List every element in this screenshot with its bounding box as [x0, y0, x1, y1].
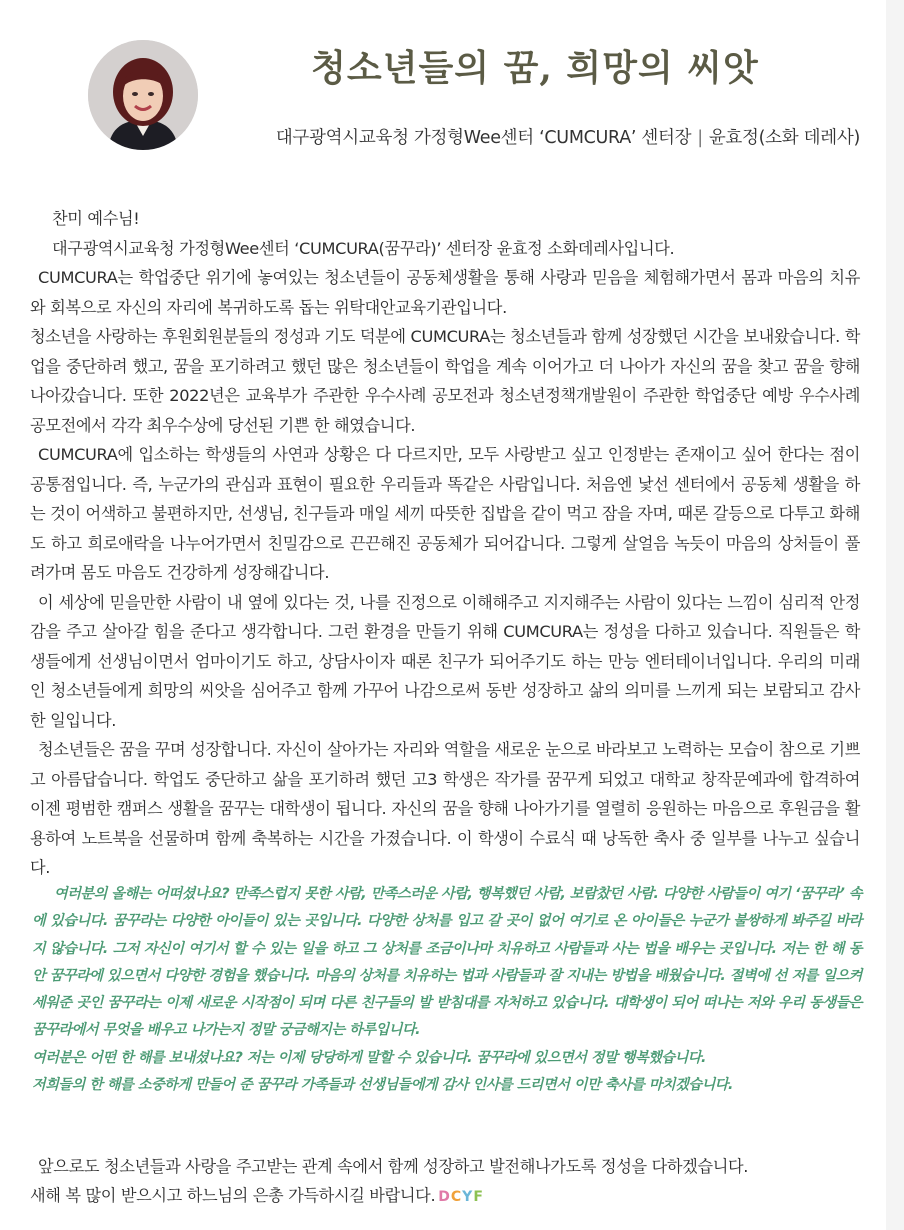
body-paragraph: 이 세상에 믿을만한 사람이 내 옆에 있다는 것, 나를 진정으로 이해해주고 지지해주는 사람이 있다는 느낌이 심리적 안정감을 주고 살아갈 힘을 준다고 생각합니다. 그런 환경을 만들기 위해 CUMCURA는 정성을 다하고 있습니다. 직원들은 학생들에게 선생님이면서 엄마이기도 하고, 상담사이자 때론 친구가 되어주기도 하는 만능 엔터테이너입니다. 우리의 미래인 청소년들에게 희망의 씨앗을 심어주고 함께 가꾸어 나감으로써 동반 성장하고 삶의 의미를 느끼게 되는 보람되고 감사한 일입니다. — [30, 592, 860, 730]
byline-separator: | — [697, 128, 703, 148]
author-name: 윤효정(소화 데레사) — [708, 128, 860, 148]
quote-paragraph: 여러분의 올해는 어떠셨나요? 만족스럽지 못한 사람, 만족스러운 사람, 행복했던 사람, 보람찼던 사람. 다양한 사람들이 여기 ‘꿈꾸라’ 속에 있습니다. 꿈꾸라는 다양한 아이들이 있는 곳입니다. 다양한 상처를 입고 갈 곳이 없어 여기로 온 아이들은 누군가 불쌍하게 봐주길 바라지 않습니다. 그저 자신이 여기서 할 수 있는 일을 하고 그 상처를 조금이나마 치유하고 사람들과 사는 법을 배우는 곳입니다. 저는 한 해 동안 꿈꾸라에 있으면서 다양한 경험을 했습니다. 마음의 상처를 치유하는 법과 사람들과 잘 지내는 방법을 배웠습니다. 절벽에 선 저를 일으켜 세워준 곳인 꿈꾸라는 이제 새로운 시작점이 되며 다른 친구들의 발 받침대를 자처하고 있습니다. 대학생이 되어 떠나는 저와 우리 동생들은 꿈꾸라에서 무엇을 배우고 나가는지 정말 궁금해지는 하루입니다. — [32, 886, 862, 1039]
body-paragraph: 청소년들은 꿈을 꾸며 성장합니다. 자신이 살아가는 자리와 역할을 새로운 눈으로 바라보고 노력하는 모습이 참으로 기쁘고 아름답습니다. 학업도 중단하고 삶을 포기하려 했던 고3 학생은 작가를 꿈꾸게 되었고 대학교 창작문예과에 합격하여 이젠 평범한 캠퍼스 생활을 꿈꾸는 대학생이 됩니다. 자신의 꿈을 향해 나아가기를 열렬히 응원하는 마음으로 후원금을 활용하여 노트북을 선물하며 함께 축복하는 시간을 가졌습니다. 이 학생이 수료식 때 낭독한 축사 중 일부를 나누고 싶습니다. — [30, 740, 860, 877]
closing-line: 앞으로도 청소년들과 사랑을 주고받는 관계 속에서 함께 성장하고 발전해나가도록 정성을 다하겠습니다. — [38, 1157, 749, 1176]
author-photo — [88, 40, 198, 150]
closing-line-with-logo — [30, 1181, 860, 1212]
closing-line: 새해 복 많이 받으시고 하느님의 은총 가득하시길 바랍니다. — [30, 1186, 436, 1205]
page-edge — [886, 0, 904, 1230]
article-title: 청소년들의 꿈, 희망의 씨앗 — [311, 47, 759, 89]
quote-paragraph: 여러분은 어떤 한 해를 보내셨나요? 저는 이제 당당하게 말할 수 있습니다. 꿈꾸라에 있으면서 정말 행복했습니다. — [32, 1049, 706, 1066]
logo-letter: C — [450, 1189, 463, 1205]
article-body — [30, 204, 860, 883]
body-paragraph: CUMCURA에 입소하는 학생들의 사연과 상황은 다 다르지만, 모두 사랑받고 싶고 인정받는 존재이고 싶어 한다는 점이 공통점입니다. 즉, 누군가의 관심과 표현이 필요한 우리들과 똑같은 사람입니다. 처음엔 낯선 센터에서 공동체 생활을 하는 것이 어색하고 불편하지만, 선생님, 친구들과 매일 세끼 따뜻한 집밥을 같이 먹고 잠을 자며, 때론 갈등으로 다투고 화해도 하고 희로애락을 나누어가면서 친밀감으로 끈끈해진 공동체가 되어갑니다. 그렇게 살얼음 녹듯이 마음의 상처들이 풀려가며 몸도 마음도 건강하게 성장해갑니다. — [30, 445, 860, 582]
author-byline — [220, 124, 860, 149]
greeting: 찬미 예수님! — [52, 209, 140, 228]
body-paragraph: 청소년을 사랑하는 후원회원분들의 정성과 기도 덕분에 CUMCURA는 청소년들과 함께 성장했던 시간을 보내왔습니다. 학업을 중단하려 했고, 꿈을 포기하려고 했던 많은 청소년들이 학업을 계속 이어가고 더 나아가 자신의 꿈을 찾고 꿈을 향해 나아갔습니다. 또한 2022년은 교육부가 주관한 우수사례 공모전과 청소년정책개발원이 주관한 학업중단 예방 우수사례 공모전에서 각각 최우수상에 당선된 기쁜 한 해였습니다. — [30, 327, 860, 435]
logo-letter: Y — [462, 1189, 474, 1205]
logo-letter: D — [438, 1189, 451, 1205]
dcyf-logo — [438, 1183, 484, 1212]
body-paragraph: 대구광역시교육청 가정형Wee센터 ‘CUMCURA(꿈꾸라)’ 센터장 윤효정 소화데레사입니다. — [52, 238, 675, 258]
portrait-image — [88, 40, 198, 150]
logo-letter: F — [473, 1189, 484, 1205]
quote-paragraph: 저희들의 한 해를 소중하게 만들어 준 꿈꾸라 가족들과 선생님들에게 감사 인사를 드리면서 이만 축사를 마치겠습니다. — [32, 1077, 733, 1094]
body-paragraph: CUMCURA는 학업중단 위기에 놓여있는 청소년들이 공동체생활을 통해 사랑과 믿음을 체험해가면서 몸과 마음의 치유와 회복으로 자신의 자리에 복귀하도록 돕는 위탁대안교육기관입니다. — [30, 268, 860, 317]
student-speech-quote — [32, 881, 862, 1099]
author-affiliation: 대구광역시교육청 가정형Wee센터 ‘CUMCURA’ 센터장 — [275, 128, 692, 148]
closing-remarks — [30, 1152, 860, 1212]
